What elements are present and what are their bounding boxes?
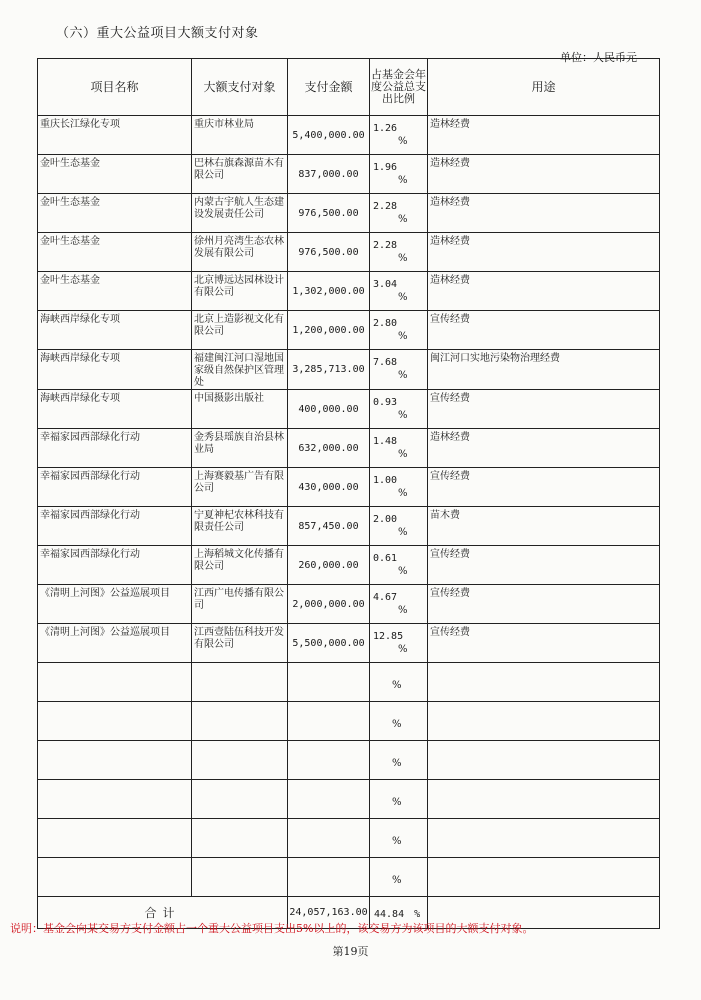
cell-pct — [370, 858, 428, 897]
payee-name: 江西壹陆伍科技开发有限公司 — [194, 627, 284, 650]
amount-value: 5,500,000.00 — [292, 637, 365, 649]
project-name — [38, 858, 191, 861]
project-name: 幸福家园西部绿化行动 — [40, 510, 140, 521]
cell-pct — [370, 468, 428, 507]
project-name: 金叶生态基金 — [40, 158, 100, 169]
use-text — [428, 663, 659, 666]
cell-pct — [370, 233, 428, 272]
payee-name: 北京上造影视文化有限公司 — [194, 314, 284, 337]
pct-value: 0.93 — [373, 397, 398, 408]
project-name: 幸福家园西部绿化行动 — [40, 432, 140, 443]
header-amount: 支付金额 — [288, 59, 370, 116]
cell-payee — [192, 429, 288, 468]
payee-name — [192, 702, 287, 705]
pct-sign: % — [392, 875, 402, 886]
pct-sign: % — [392, 758, 402, 769]
use-text: 造林经费 — [430, 158, 470, 169]
use-text: 宣传经费 — [430, 627, 470, 638]
cell-payee — [192, 702, 288, 741]
pct-sign: % — [398, 331, 408, 342]
cell-amount — [288, 311, 370, 350]
project-name: 《清明上河图》公益巡展项目 — [40, 588, 170, 599]
cell-pct — [370, 585, 428, 624]
amount-value: 632,000.00 — [298, 442, 359, 454]
pct-value: 1.00 — [373, 475, 398, 486]
cell-use — [428, 663, 660, 702]
project-name: 幸福家园西部绿化行动 — [40, 549, 140, 560]
payee-name — [192, 858, 287, 861]
payee-name — [192, 780, 287, 783]
cell-use — [428, 116, 660, 155]
pct-sign: % — [398, 175, 408, 186]
amount-value: 976,500.00 — [298, 246, 359, 258]
use-text: 苗木费 — [430, 510, 460, 521]
table-row — [38, 702, 660, 741]
header-payee: 大额支付对象 — [192, 59, 288, 116]
pct-sign: % — [398, 370, 408, 381]
cell-pct — [370, 780, 428, 819]
cell-payee — [192, 311, 288, 350]
payee-name: 江西广电传播有限公司 — [194, 588, 284, 611]
cell-amount — [288, 663, 370, 702]
cell-project — [38, 819, 192, 858]
cell-project — [38, 116, 192, 155]
cell-payee — [192, 858, 288, 897]
cell-amount — [288, 780, 370, 819]
use-text: 造林经费 — [430, 432, 470, 443]
pct-sign: % — [398, 527, 408, 538]
project-name — [38, 741, 191, 744]
cell-use — [428, 390, 660, 429]
project-name: 金叶生态基金 — [40, 275, 100, 286]
cell-payee — [192, 468, 288, 507]
cell-project — [38, 741, 192, 780]
payee-name: 徐州月亮湾生态农林发展有限公司 — [194, 236, 284, 259]
cell-use — [428, 585, 660, 624]
cell-amount — [288, 272, 370, 311]
pct-sign: % — [398, 214, 408, 225]
cell-pct — [370, 390, 428, 429]
cell-use — [428, 858, 660, 897]
cell-payee — [192, 272, 288, 311]
cell-project — [38, 780, 192, 819]
cell-project — [38, 311, 192, 350]
pct-sign: % — [398, 566, 408, 577]
cell-amount — [288, 585, 370, 624]
cell-project — [38, 585, 192, 624]
cell-amount — [288, 507, 370, 546]
pct-value: 1.48 — [373, 436, 398, 447]
cell-pct — [370, 507, 428, 546]
pct-sign: % — [398, 292, 408, 303]
cell-project — [38, 702, 192, 741]
table-row — [38, 116, 660, 155]
cell-payee — [192, 585, 288, 624]
pct-sign: % — [392, 680, 402, 691]
table-row — [38, 546, 660, 585]
cell-use — [428, 311, 660, 350]
page-number: 第19页 — [332, 945, 369, 958]
cell-payee — [192, 546, 288, 585]
pct-sign: % — [398, 449, 408, 460]
header-use: 用途 — [428, 59, 660, 116]
cell-payee — [192, 194, 288, 233]
total-label: 合计 — [38, 897, 288, 929]
cell-payee — [192, 155, 288, 194]
pct-value: 12.85 — [373, 631, 404, 642]
table-row — [38, 350, 660, 390]
project-name: 海峡西岸绿化专项 — [40, 314, 120, 325]
header-row — [38, 59, 660, 116]
cell-payee — [192, 663, 288, 702]
pct-value: 4.67 — [373, 592, 398, 603]
use-text: 宣传经费 — [430, 549, 470, 560]
cell-use — [428, 624, 660, 663]
payee-name — [192, 663, 287, 666]
cell-use — [428, 429, 660, 468]
use-text: 宣传经费 — [430, 588, 470, 599]
table-row — [38, 741, 660, 780]
payment-table — [37, 58, 660, 929]
pct-value: 1.26 — [373, 123, 398, 134]
cell-amount — [288, 350, 370, 390]
payee-name: 北京博远达园林设计有限公司 — [194, 275, 284, 298]
section-title: （六）重大公益项目大额支付对象 — [56, 26, 259, 41]
cell-amount — [288, 116, 370, 155]
payee-name: 上海赛毅基广告有限公司 — [194, 471, 284, 494]
table-row — [38, 624, 660, 663]
amount-value: 1,302,000.00 — [292, 285, 365, 297]
use-text — [428, 819, 659, 822]
payee-name: 上海稻城文化传播有限公司 — [194, 549, 284, 572]
cell-project — [38, 546, 192, 585]
cell-amount — [288, 819, 370, 858]
currency-unit: 单位：人民币元 — [560, 51, 637, 64]
cell-project — [38, 155, 192, 194]
header-pct: 占基金会年度公益总支出比例 — [370, 59, 428, 116]
cell-amount — [288, 624, 370, 663]
cell-project — [38, 663, 192, 702]
cell-payee — [192, 233, 288, 272]
table-row — [38, 585, 660, 624]
cell-project — [38, 507, 192, 546]
use-text: 造林经费 — [430, 275, 470, 286]
cell-pct — [370, 624, 428, 663]
cell-payee — [192, 819, 288, 858]
cell-pct — [370, 702, 428, 741]
project-name — [38, 819, 191, 822]
cell-payee — [192, 390, 288, 429]
pct-sign: % — [392, 836, 402, 847]
pct-sign: % — [398, 253, 408, 264]
amount-value: 260,000.00 — [298, 559, 359, 571]
amount-value: 1,200,000.00 — [292, 324, 365, 336]
cell-amount — [288, 546, 370, 585]
project-name: 金叶生态基金 — [40, 197, 100, 208]
table-row — [38, 858, 660, 897]
amount-value: 2,000,000.00 — [292, 598, 365, 610]
cell-pct — [370, 350, 428, 390]
cell-amount — [288, 390, 370, 429]
cell-pct — [370, 546, 428, 585]
total-amount: 24,057,163.00 — [288, 897, 370, 929]
cell-pct — [370, 741, 428, 780]
pct-value: 2.00 — [373, 514, 398, 525]
cell-pct — [370, 194, 428, 233]
cell-project — [38, 858, 192, 897]
amount-value: 5,400,000.00 — [292, 129, 365, 141]
pct-value: 2.28 — [373, 240, 398, 251]
pct-sign: % — [398, 644, 408, 655]
project-name: 海峡西岸绿化专项 — [40, 393, 120, 404]
payee-name: 福建闽江河口湿地国家级自然保护区管理处 — [194, 353, 284, 388]
payee-name: 重庆市林业局 — [194, 119, 254, 130]
table-row — [38, 155, 660, 194]
cell-pct — [370, 663, 428, 702]
cell-use — [428, 272, 660, 311]
amount-value: 857,450.00 — [298, 520, 359, 532]
amount-value: 400,000.00 — [298, 403, 359, 415]
cell-project — [38, 468, 192, 507]
cell-pct — [370, 311, 428, 350]
payee-name: 宁夏神杞农林科技有限责任公司 — [194, 510, 284, 533]
cell-use — [428, 468, 660, 507]
project-name — [38, 780, 191, 783]
cell-use — [428, 233, 660, 272]
cell-use — [428, 741, 660, 780]
table-row — [38, 311, 660, 350]
pct-value: 3.04 — [373, 279, 398, 290]
cell-project — [38, 390, 192, 429]
project-name: 金叶生态基金 — [40, 236, 100, 247]
use-text: 造林经费 — [430, 197, 470, 208]
project-name: 重庆长江绿化专项 — [40, 119, 120, 130]
pct-value: 2.80 — [373, 318, 398, 329]
pct-sign: % — [392, 719, 402, 730]
use-text: 闽江河口实地污染物治理经费 — [430, 353, 560, 364]
project-name: 幸福家园西部绿化行动 — [40, 471, 140, 482]
cell-pct — [370, 155, 428, 194]
use-text — [428, 780, 659, 783]
pct-value: 2.28 — [373, 201, 398, 212]
header-project: 项目名称 — [38, 59, 192, 116]
cell-payee — [192, 780, 288, 819]
project-name — [38, 663, 191, 666]
payee-name: 内蒙古宇航人生态建设发展责任公司 — [194, 197, 284, 220]
cell-project — [38, 429, 192, 468]
use-text: 宣传经费 — [430, 314, 470, 325]
cell-project — [38, 194, 192, 233]
project-name — [38, 702, 191, 705]
cell-amount — [288, 194, 370, 233]
use-text — [428, 858, 659, 861]
pct-value: 7.68 — [373, 357, 398, 368]
cell-pct — [370, 116, 428, 155]
payee-name: 金秀县瑶族自治县林业局 — [194, 432, 284, 455]
cell-amount — [288, 468, 370, 507]
table-row — [38, 272, 660, 311]
table-row — [38, 780, 660, 819]
cell-pct — [370, 272, 428, 311]
use-text: 宣传经费 — [430, 393, 470, 404]
cell-payee — [192, 624, 288, 663]
payee-name — [192, 741, 287, 744]
use-text: 造林经费 — [430, 236, 470, 247]
payee-name: 中国摄影出版社 — [194, 393, 264, 404]
cell-use — [428, 702, 660, 741]
table-row — [38, 507, 660, 546]
cell-amount — [288, 233, 370, 272]
payee-name: 巴林右旗森源苗木有限公司 — [194, 158, 284, 181]
cell-amount — [288, 741, 370, 780]
cell-use — [428, 350, 660, 390]
footnote: 说明：基金会向某交易方支付金额占一个重大公益项目支出5%以上的，该交易方为该项目的大额支付对象。 — [10, 922, 534, 935]
pct-sign: % — [398, 488, 408, 499]
amount-value: 3,285,713.00 — [292, 364, 365, 375]
table-row — [38, 468, 660, 507]
cell-payee — [192, 741, 288, 780]
cell-amount — [288, 429, 370, 468]
project-name: 海峡西岸绿化专项 — [40, 353, 120, 364]
cell-project — [38, 272, 192, 311]
table-row — [38, 233, 660, 272]
cell-amount — [288, 155, 370, 194]
pct-sign: % — [392, 797, 402, 808]
cell-payee — [192, 116, 288, 155]
pct-sign: % — [398, 605, 408, 616]
use-text — [428, 702, 659, 705]
table-row — [38, 663, 660, 702]
table-row — [38, 390, 660, 429]
table-row — [38, 429, 660, 468]
cell-payee — [192, 507, 288, 546]
cell-project — [38, 233, 192, 272]
pct-sign: % — [398, 136, 408, 147]
pct-value: 1.96 — [373, 162, 398, 173]
cell-amount — [288, 702, 370, 741]
cell-payee — [192, 350, 288, 390]
use-text: 宣传经费 — [430, 471, 470, 482]
cell-amount — [288, 858, 370, 897]
cell-use — [428, 155, 660, 194]
project-name: 《清明上河图》公益巡展项目 — [40, 627, 170, 638]
table-row — [38, 819, 660, 858]
payee-name — [192, 819, 287, 822]
use-text: 造林经费 — [430, 119, 470, 130]
cell-project — [38, 350, 192, 390]
cell-use — [428, 507, 660, 546]
cell-use — [428, 546, 660, 585]
cell-project — [38, 624, 192, 663]
cell-use — [428, 819, 660, 858]
table-row — [38, 194, 660, 233]
amount-value: 837,000.00 — [298, 168, 359, 180]
pct-value: 0.61 — [373, 553, 398, 564]
total-pct: 44.84 % — [370, 897, 428, 929]
cell-pct — [370, 429, 428, 468]
use-text — [428, 741, 659, 744]
pct-sign: % — [398, 410, 408, 421]
cell-use — [428, 194, 660, 233]
cell-pct — [370, 819, 428, 858]
amount-value: 430,000.00 — [298, 481, 359, 493]
cell-use — [428, 780, 660, 819]
amount-value: 976,500.00 — [298, 207, 359, 219]
